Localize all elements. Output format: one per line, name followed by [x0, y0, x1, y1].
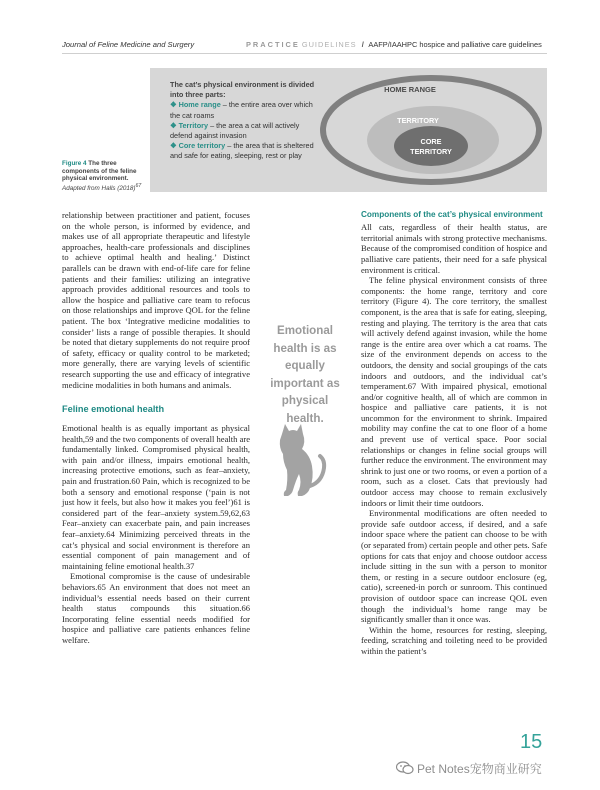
running-header [246, 40, 542, 49]
diamond-bullet-icon: ❖ [170, 100, 177, 110]
guideline-title: AAFP/IAAHPC hospice and palliative care guidelines [368, 40, 542, 49]
wechat-icon [396, 761, 414, 775]
figure-item-term: Territory [178, 120, 209, 130]
section-heading: Feline emotional health [62, 404, 165, 415]
header-rule [62, 53, 547, 54]
paragraph: Within the home, resources for resting, sleeping, feeding, scratching and toileting need to be provided within the patient’s [361, 624, 547, 656]
paragraph: relationship between practitioner and patient, focuses on the whole person, is informed by evidence, and makes use of all appropriate therapeutic and lifestyle approaches, health-care professionals and disciplines to achieve optimal health and healing.’ Distinct parallels can be drawn with end-of-life care for feline patients and their families: utilizing an integrative approach provides additional resources and tools to allow the hospice and palliative care team to refocus on those relationships and improve QOL for the feline patient. The box ‘Integrative medicine modalities to consider’ lists a range of possible therapies. It should be noted that dietary supplements do not require proof of safety, efficacy or quality control to be marketed; more generally, there are varying levels of scientific research supporting the use and efficacy of integrative medicine modalities in both humans and animals. [62, 210, 250, 390]
watermark-text: Pet Notes宠物商业研究 [417, 762, 542, 776]
figure-description [170, 80, 320, 162]
caption-label: Figure 4 [62, 160, 87, 167]
journal-title: Journal of Feline Medicine and Surgery [62, 40, 195, 49]
paragraph: All cats, regardless of their health status, are territorial animals with strong protective mechanisms. Because of the compromised condition of hospice and palliative care patients, their need for a safe physical environment is critical. [361, 222, 547, 275]
diamond-bullet-icon: ❖ [170, 141, 177, 151]
paragraph: Emotional compromise is the cause of undesirable behaviors.65 An environment that does not meet an individual’s essential needs based on their current health status compounds this situation.66 Incorporating feline essential needs modified for hospice and palliative care patients enhances feline welfare. [62, 571, 250, 645]
figure-item-home-range [170, 100, 320, 120]
figure-item-term: Core territory [178, 141, 226, 151]
core-territory-ellipse [394, 126, 468, 166]
figure-item-desc: – the area that is sheltered and safe for eating, sleeping, rest or play [170, 141, 314, 161]
caption-text: The three components of the feline physical environment. [62, 160, 137, 183]
cat-silhouette-icon [268, 422, 330, 502]
left-column [62, 210, 250, 646]
territory-diagram [318, 74, 544, 186]
watermark [396, 760, 542, 777]
right-column [361, 210, 547, 657]
paragraph: Environmental modifications are often needed to provide safe outdoor access, if desired, and a safe indoor space where the patient can choose to be with (or separated from) certain people and other pets. Safe options for cats that enjoy and choose outdoor access include sitting in the sun with a person to monitor them, or resting in a secure outdoor enclosure (eg, catio), screened-in porch or sunroom. This continued provision of outdoor space can increase QOL even though the individual’s home range may be significantly smaller than it once was. [361, 508, 547, 625]
figure-box-title: The cat’s physical environment is divided into three parts: [170, 80, 315, 100]
diamond-bullet-icon: ❖ [170, 120, 177, 130]
label-core: CORE [420, 137, 442, 146]
page-number: 15 [520, 731, 543, 753]
figure-item-term: Home range [178, 100, 221, 110]
paragraph: Emotional health is as equally important as physical health,59 and the two components of overall health are fundamentally linked. Compromised physical health, with pain and/or illness, impairs emotional health, increasing protective emotions, such as fear–anxiety, pain and frustration.60 Pain, which is recognized to be both a sensory and emotional response (‘pain is not just how it feels, but also how it makes you feel’)61 is considered part of the fear–anxiety system.59,62,63 Fear–anxiety can exacerbate pain, and pain increases fear–anxiety.64 Minimizing perceived threats in the cat’s physical and social environment is therefore an essential component of pain management and of maintaining feline emotional health.37 [62, 423, 250, 571]
figure-caption [62, 160, 144, 192]
caption-source: Adapted from Halls $(2018)^{67}$ [62, 182, 142, 192]
figure-item-desc: – the area a cat will actively defend against invasion [170, 120, 300, 141]
header-separator: / [361, 40, 364, 49]
label-home-range: HOME RANGE [384, 85, 436, 94]
figure-item-territory [170, 121, 320, 141]
label-core-territory: TERRITORY [410, 147, 452, 156]
figure-item-core-territory [170, 141, 320, 161]
paragraph: The feline physical environment consists of three components: the home range, territory and core territory (Figure 4). The core territory, the smallest component, is the area that is safe for eating, sleeping, resting and playing. The territory is the area that cats will actively defend against invasion, while the home range is the entire area over which a cat roams. The size of the environment depends on access to the outdoors, the density and social groupings of the cats indoors and outdoors, and the individual cat’s temperament.67 With impaired physical, emotional and/or cognitive health, all of which are common in hospice and palliative care patients, it is not uncommon for the environment to shrink. Impaired mobility may confine the cat to one floor of a home and prevent use of vertical space. Poor social relationships or changes in feline social groups will further reduce the environment. The environment may shrink to just one or two rooms, or even a portion of a room, such as a closet. Cats that previously had outdoor access may choose to remain exclusively indoors or limit their time outdoors. [361, 275, 547, 508]
pull-quote: Emotional health is as equally important as physical health. [270, 324, 340, 425]
label-territory: TERRITORY [397, 116, 439, 125]
subsection-heading: Components of the cat’s physical environment [361, 210, 543, 219]
figure-item-desc: – the entire area over which the cat roams [170, 100, 313, 120]
kicker-practice: PRACTICE [246, 40, 300, 49]
kicker-guidelines: GUIDELINES [301, 40, 357, 49]
